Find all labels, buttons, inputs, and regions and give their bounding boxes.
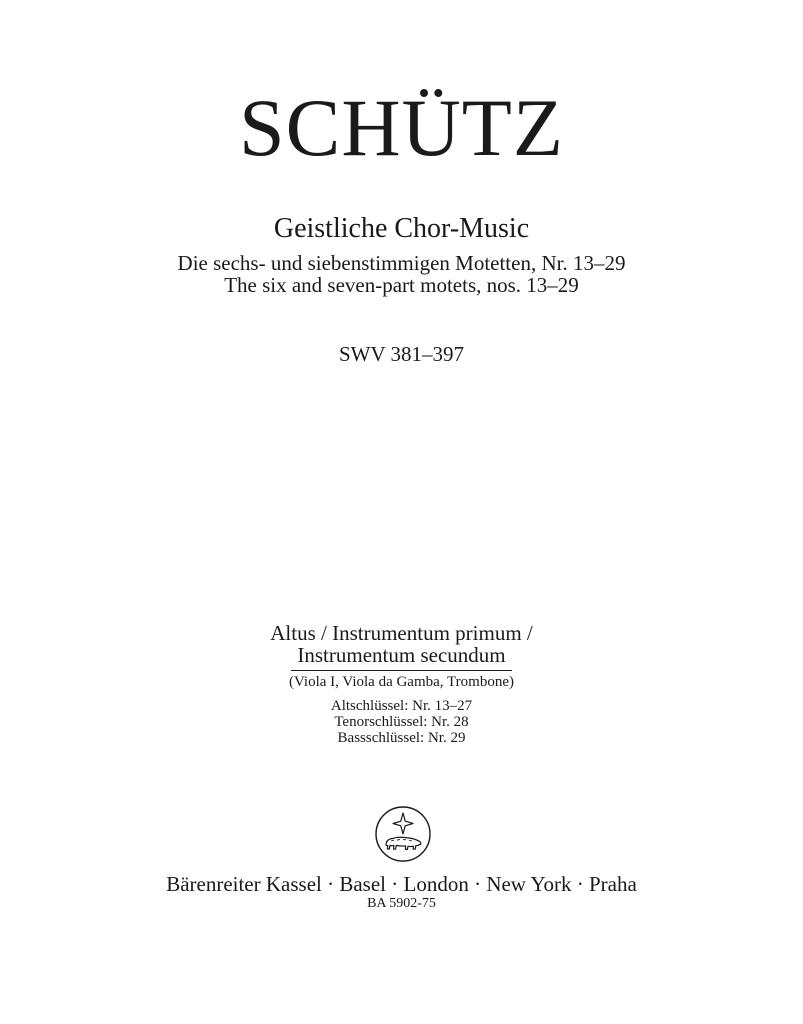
part-name-line-2: Instrumentum secundum <box>291 643 511 671</box>
subtitle-german: Die sechs- und siebenstimmigen Motetten, Nr. 13–29 <box>177 251 626 275</box>
clef-note-tenor: Tenorschlüssel: Nr. 28 <box>334 714 469 730</box>
composer-name: SCHÜTZ <box>239 82 564 173</box>
part-name-line-2-wrapper <box>0 643 803 671</box>
publisher-line: Bärenreiter Kassel · Basel · London · New York · Praha <box>166 872 637 896</box>
order-number: BA 5902-75 <box>367 896 436 911</box>
catalog-number: SWV 381–397 <box>338 342 465 366</box>
subtitle-english: The six and seven-part motets, nos. 13–29 <box>224 273 579 297</box>
work-title: Geistliche Chor-Music <box>273 213 530 244</box>
bear-star-logo-icon <box>373 804 433 864</box>
baerenreiter-logo-icon <box>373 804 433 864</box>
clef-note-alto: Altschlüssel: Nr. 13–27 <box>330 698 473 714</box>
clef-note-bass: Bassschlüssel: Nr. 29 <box>337 730 466 746</box>
instrument-list: (Viola I, Viola da Gamba, Trombone) <box>289 674 514 690</box>
part-name-line-1: Altus / Instrumentum primum / <box>270 621 533 645</box>
